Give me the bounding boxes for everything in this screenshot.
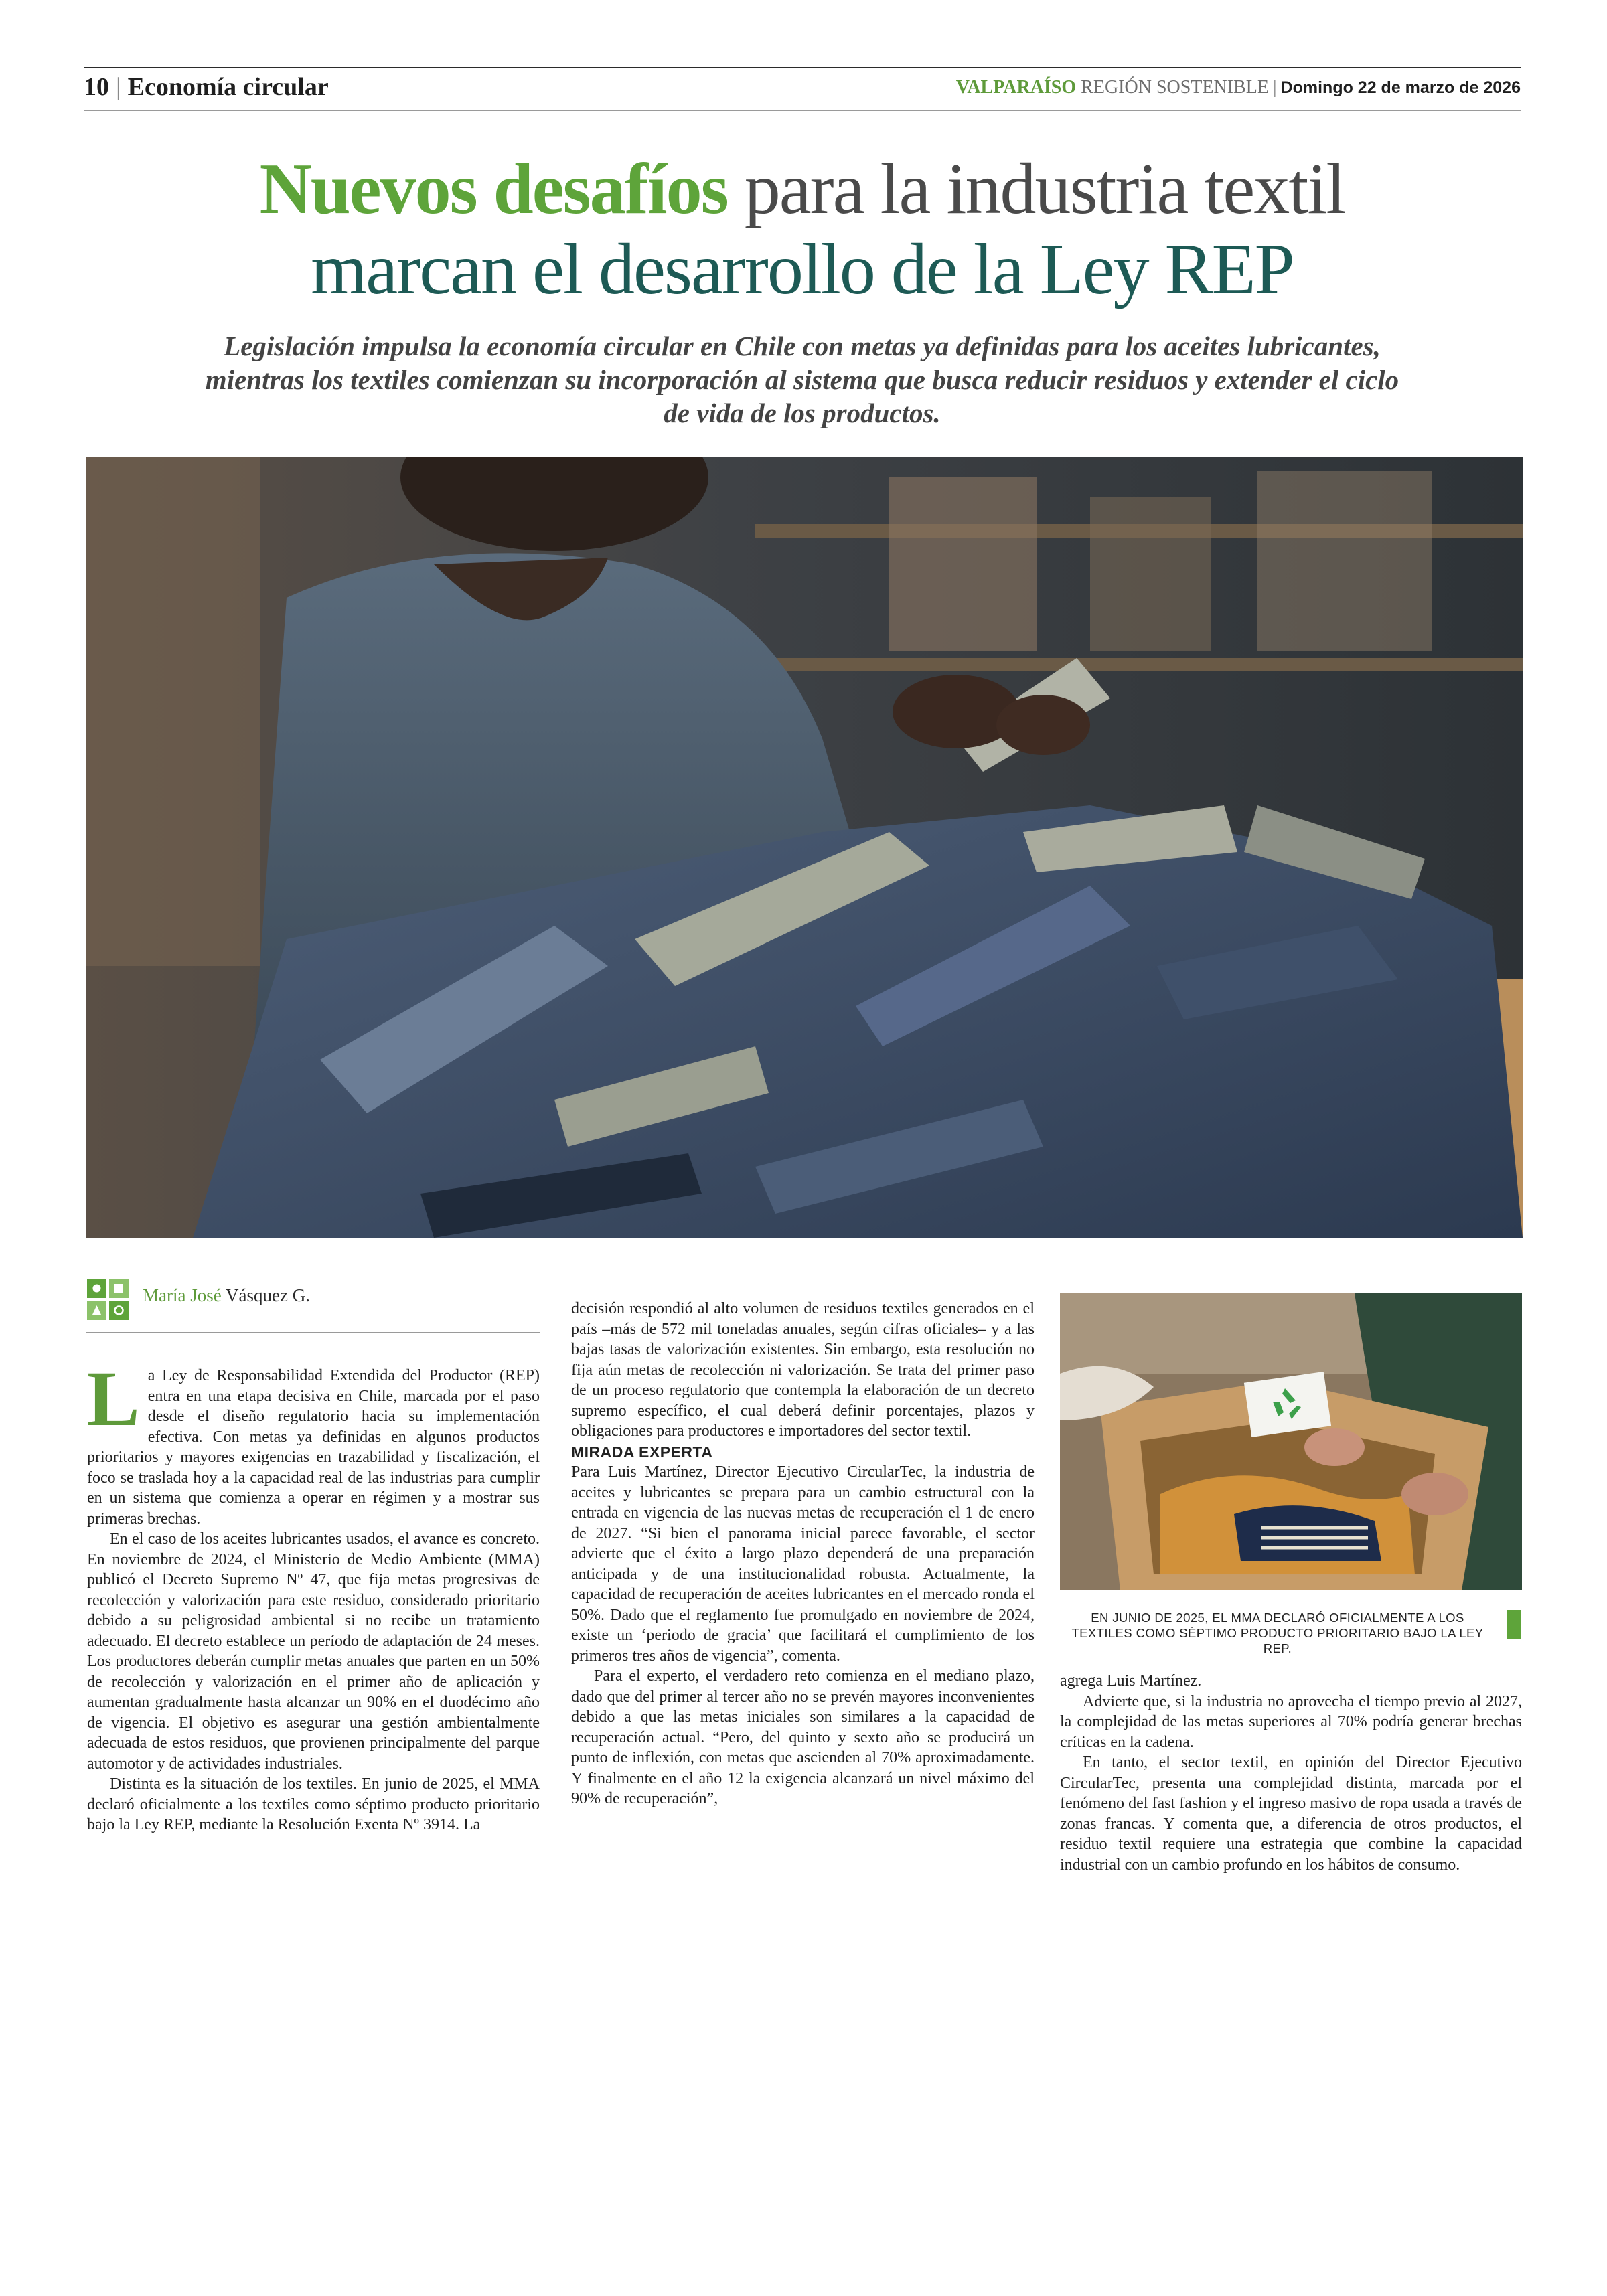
byline xyxy=(143,1285,310,1306)
headline-rest: para la industria textil xyxy=(744,149,1345,229)
paragraph: agrega Luis Martínez. xyxy=(1060,1672,1202,1690)
drop-cap: L xyxy=(87,1355,140,1443)
paragraph: Para Luis Martínez, Director Ejecutivo CircularTec, la industria de aceites y lubricantes se prepara para un cambio estructural con la entrada en vigencia de las nuevas metas de recuperación el 1 de enero de 2027. “Si bien el panorama inicial parece favorable, el sector advierte que el éxito a largo plazo dependerá de una preparación anticipada y de una institucionalidad robusta. Actualmente, la capacidad de recuperación de aceites lubricantes en el mercado ronda el 50%. Dado que el reglamento fue promulgado en noviembre de 2024, existe un ‘periodo de gracia’ que facilitará el cumplimiento de los primeros tres años de vigencia”, comenta. xyxy=(571,1463,1035,1665)
author-last-name: Vásquez G. xyxy=(225,1285,310,1305)
brand-name: VALPARAÍSO xyxy=(955,77,1077,98)
main-photo-textile-scraps xyxy=(86,457,1523,1238)
page-number: 10 xyxy=(84,73,109,101)
headline-line-2: marcan el desarrollo de la Ley REP xyxy=(311,230,1294,309)
main-photo-illustration xyxy=(86,457,1523,1238)
byline-rule xyxy=(86,1332,540,1333)
page-section-header: 10 | Economía circular xyxy=(84,73,329,101)
paragraph: Distinta es la situación de los textiles. En junio de 2025, el MMA declaró oficialmente a los textiles como séptimo producto prioritario bajo la Ley REP, mediante la Resolución Exenta Nº 3914. La xyxy=(87,1775,540,1833)
publication-header: VALPARAÍSO REGIÓN SOSTENIBLE | Domingo 22 de marzo de 2026 xyxy=(955,77,1521,98)
headline-highlight: Nuevos desafíos xyxy=(259,149,728,229)
circular-economy-logo-icon xyxy=(87,1279,129,1320)
section-subhead: MIRADA EXPERTA xyxy=(571,1443,713,1461)
region-name: REGIÓN SOSTENIBLE xyxy=(1081,77,1269,98)
paragraph-text: a Ley de Responsabilidad Extendida del Productor (REP) entra en una etapa decisiva en Chile, marcada por el paso desde el diseño regulatorio hacia su implementación efectiva. Con metas ya definidas en algunos productos prioritarios y mayores exigencias en trazabilidad y fiscalización, el foco se traslada hoy a la capacidad real de las industrias para cumplir en un sistema que comienza a operar en régimen y a mostrar sus primeras brechas. xyxy=(87,1367,540,1528)
caption-accent-bar xyxy=(1507,1610,1521,1639)
photo-caption: EN JUNIO DE 2025, EL MMA DECLARÓ OFICIALMENTE A LOS TEXTILES COMO SÉPTIMO PRODUCTO PRIORITARIO BAJO LA LEY REP. xyxy=(1071,1611,1484,1655)
author-first-name: María José xyxy=(143,1285,222,1305)
header-top-rule xyxy=(84,67,1521,68)
section-name: Economía circular xyxy=(127,73,329,101)
paragraph: En el caso de los aceites lubricantes usados, el avance es concreto. En noviembre de 2024, el Ministerio de Medio Ambiente (MMA) publicó el Decreto Supremo Nº 47, que fija metas progresivas de recolección y valorización para este residuo, considerado prioritario debido a su peligrosidad ambiental si no recibe un tratamiento adecuado. El decreto establece un período de adaptación de 24 meses. Los productores deberán cumplir metas anuales que parten en un 50% de recolección y valorización en el primer año de aplicación y aumentan gradualmente hasta alcanzar un 90% en el duodécimo año de vigencia. El objetivo es asegurar una gestión ambientalmente adecuada de estos residuos, que provienen principalmente del parque automotor y de actividades industriales. xyxy=(87,1530,540,1773)
headline-line-1 xyxy=(84,151,1521,228)
subtitle: Legislación impulsa la economía circular en Chile con metas ya definidas para los aceites lubricantes, mientras los textiles comienzan su incorporación al sistema que busca reducir residuos y extender el ciclo de vida de los productos. xyxy=(205,331,1399,428)
article-column-3 xyxy=(1060,1671,1522,1875)
paragraph xyxy=(87,1355,540,1529)
issue-date: Domingo 22 de marzo de 2026 xyxy=(1280,78,1521,97)
header-bottom-rule xyxy=(84,110,1521,111)
paragraph: Advierte que, si la industria no aprovecha el tiempo previo al 2027, la complejidad de las metas superiores al 70% podría generar brechas críticas en la cadena. xyxy=(1060,1692,1522,1751)
side-photo-recycling-box xyxy=(1060,1293,1522,1590)
paragraph: Para el experto, el verdadero reto comienza en el mediano plazo, dado que del primer al tercer año no se prevén mayores inconvenientes debido a que las metas iniciales son similares a la capacidad de recuperación actual. “Pero, del quinto y sexto año se producirá un punto de inflexión, con metas que ascienden al 70% aproximadamente. Y finalmente en el año 12 la exigencia alcanzará un nivel máximo del 90% de recuperación”, xyxy=(571,1667,1035,1807)
article-column-2 xyxy=(571,1299,1035,1809)
article-column-1 xyxy=(87,1355,540,1835)
side-photo-illustration xyxy=(1060,1293,1522,1590)
paragraph: decisión respondió al alto volumen de residuos textiles generados en el país –más de 572 mil toneladas anuales, según cifras oficiales– y a las bajas tasas de valorización existentes. Sin embargo, esta resolución no fija aún metas de recolección ni valorización. Se trata del primer paso de un proceso regulatorio que contempla la elaboración de un decreto supremo específico, el cual deberá definir porcentajes, plazos y obligaciones para productores e importadores del sector textil. xyxy=(571,1300,1035,1440)
paragraph: En tanto, el sector textil, en opinión del Director Ejecutivo CircularTec, presenta una complejidad distinta, marcada por el fenómeno del fast fashion y el ingreso masivo de ropa usada a través de zonas francas. Y comenta que, a diferencia de otros productos, el residuo textil requiere una estrategia que combine la capacidad industrial con un cambio profundo en los hábitos de consumo. xyxy=(1060,1754,1522,1874)
